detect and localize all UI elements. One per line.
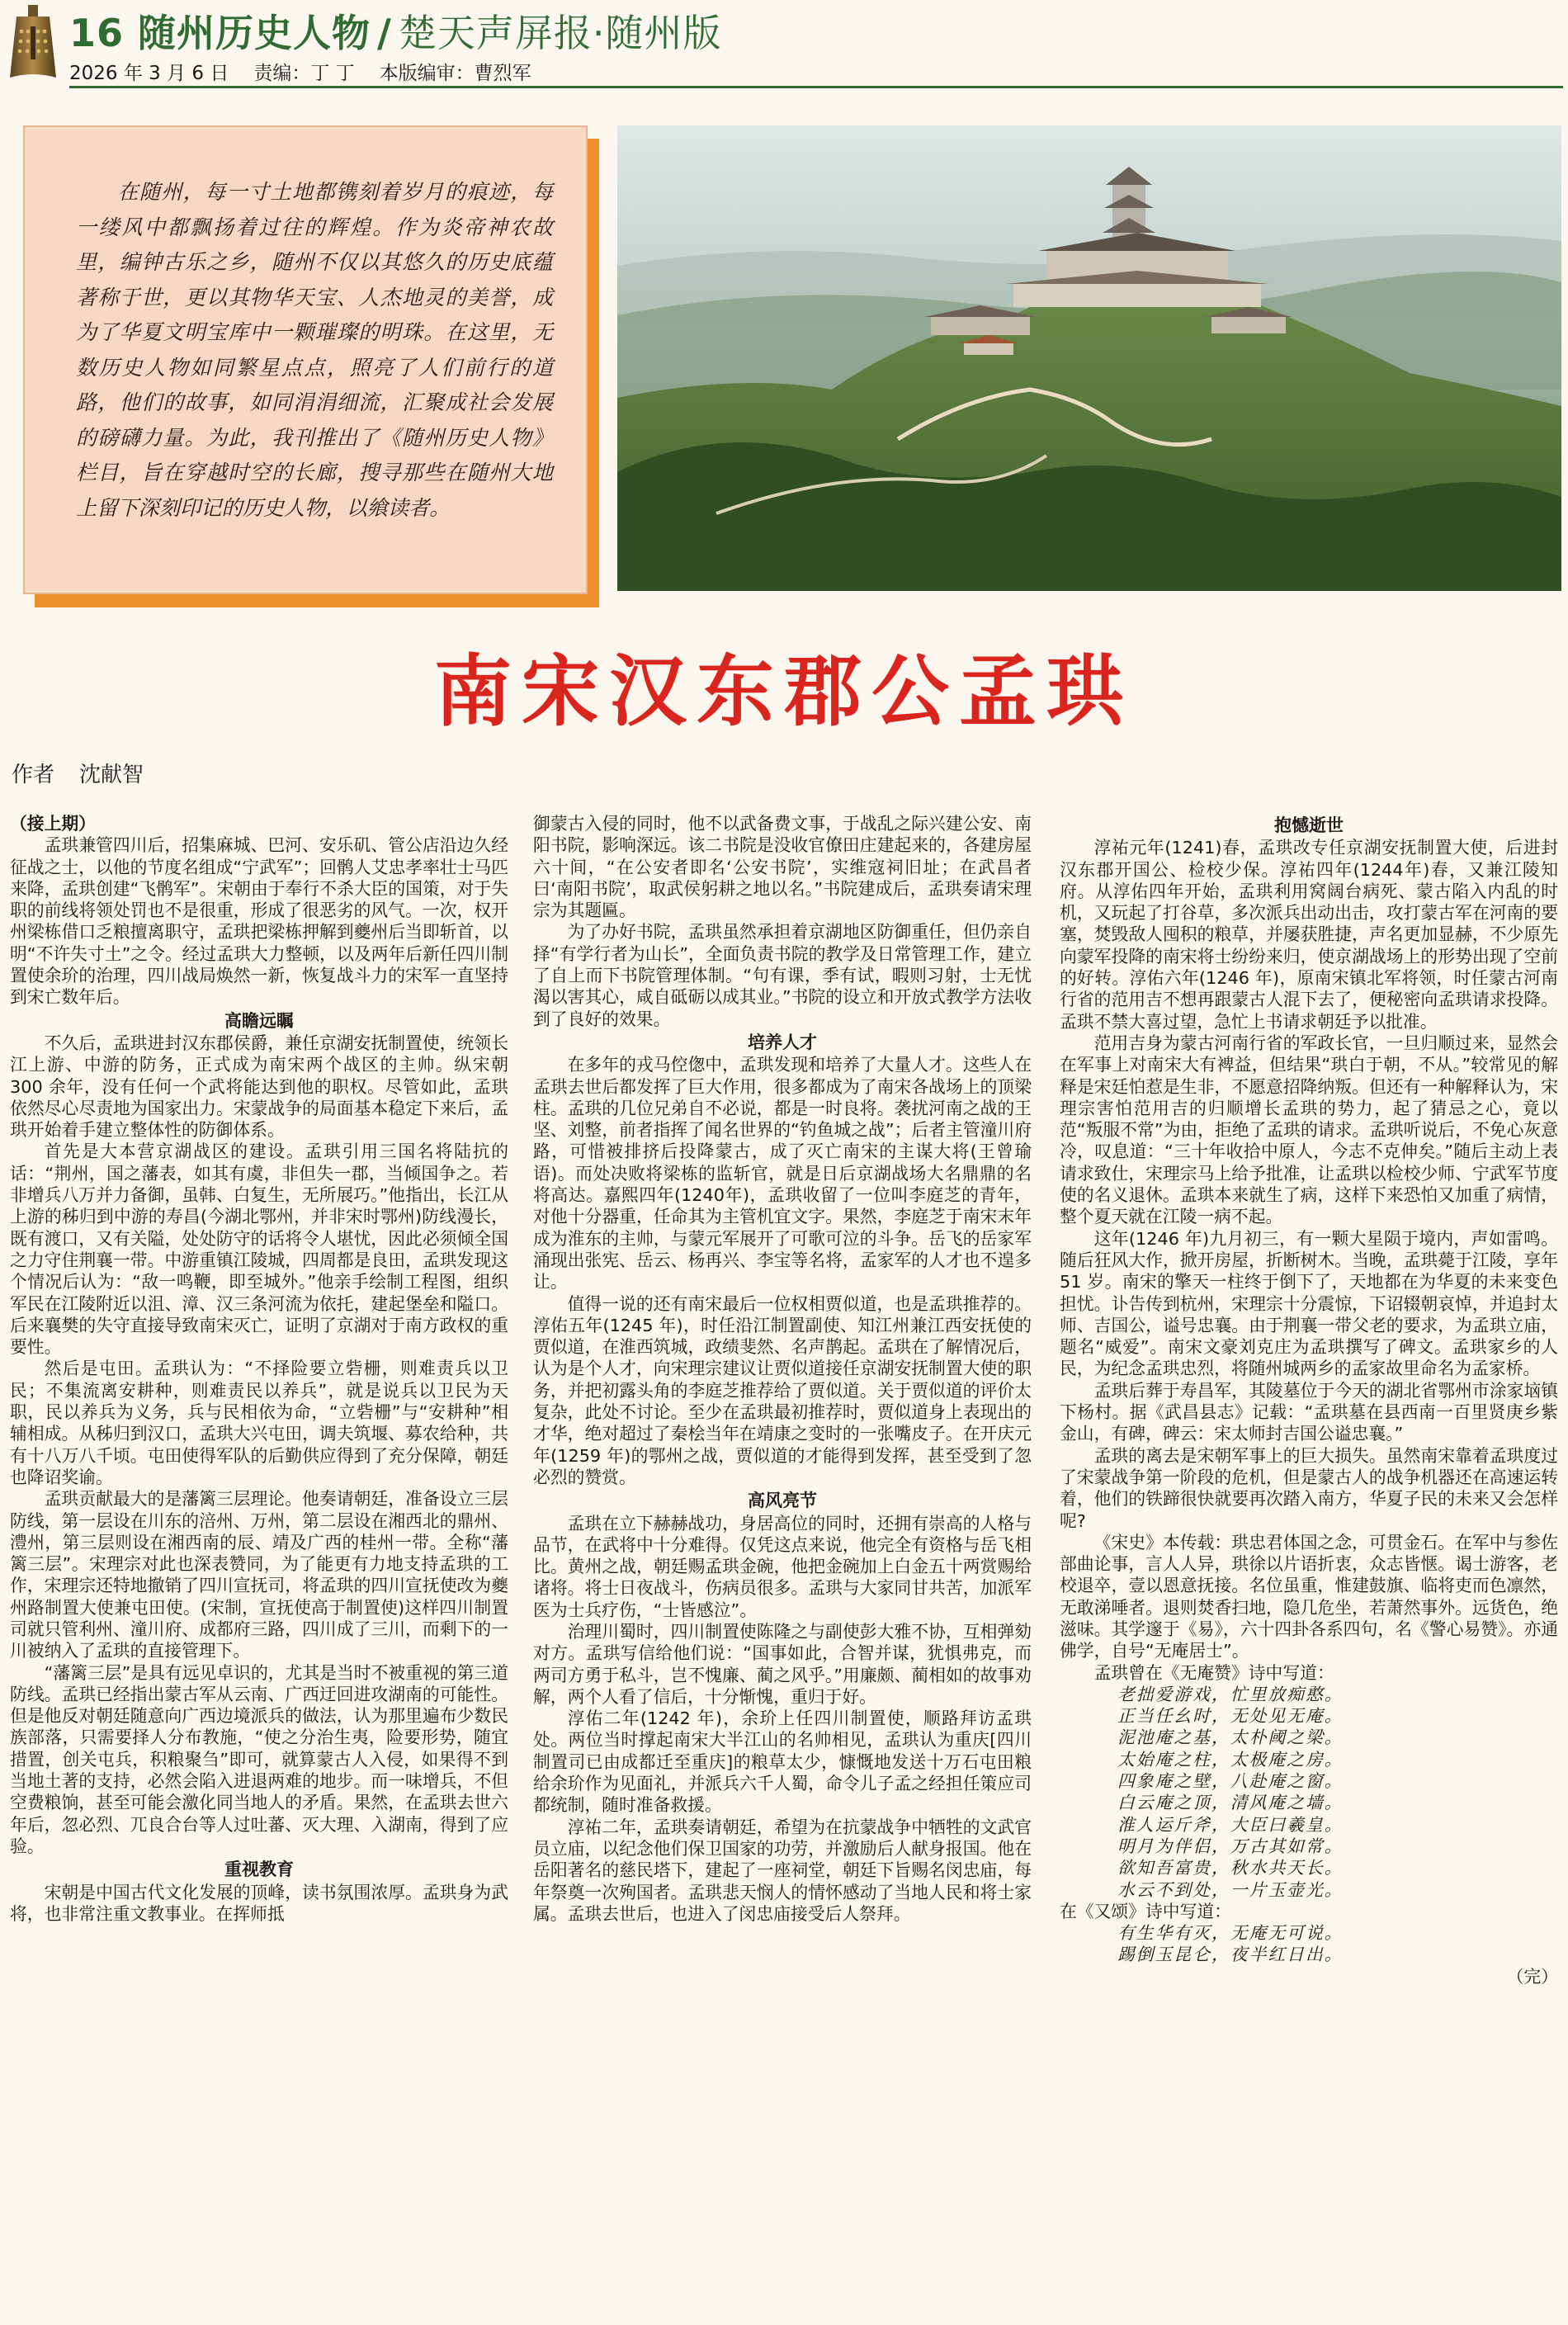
page-section-title: 16 随州历史人物: [69, 11, 371, 55]
header-meta: [69, 58, 556, 85]
paragraph: 在《又颂》诗中写道：: [1060, 1901, 1231, 1921]
end-mark: （完）: [1506, 1966, 1558, 1987]
paragraph: 孟珙的离去是宋朝军事上的巨大损失。虽然南宋靠着孟珙度过了宋蒙战争第一阶段的危机，但是蒙古人的战争机器还在高速运转着，他们的铁蹄很快就要再次踏入南方，华夏子民的未来又会怎样呢?: [1060, 1445, 1558, 1531]
paragraph: 首先是大本营京湖战区的建设。孟珙引用三国名将陆抗的话：“荆州，国之藩表，如其有虞，非但失一郡，当倾国争之。若非增兵八万并力备御，虽韩、白复生，无所展巧。”他指出，长江从上游的秭归到中游的寿昌(今湖北鄂州，并非宋时鄂州)防线漫长，既有渡口，又有关隘，处处防守的话将令人堪忧，因此必须倾全国之力守住荆襄一带。中游重镇江陵城，四周都是良田，孟珙发现这个情况后认为：“敌一鸣鞭，即至城外。”他亲手绘制工程图，组织军民在江陵附近以沮、漳、汉三条河流为依托，建起堡垒和隘口。后来襄樊的失守直接导致南宋灭亡，证明了京湖对于南方政权的重要性。: [10, 1141, 508, 1358]
paragraph: 御蒙古入侵的同时，他不以武备费文事，于战乱之际兴建公安、南阳书院，影响深远。该二书院是没收官僚田庄建起来的，各建房屋六十间，“在公安者即名‘公安书院’，实维寇祠旧址；在武昌者曰‘南阳书院’，取武侯躬耕之地以名。”书院建成后，孟珙奏请宋理宗为其题匾。: [533, 814, 1032, 921]
paragraph: 为了办好书院，孟珙虽然承担着京湖地区防御重任，但仍亲自择“有学行者为山长”，全面负责书院的教学及日常管理工作，建立了自上而下书院管理体制。“句有课，季有试，暇则习射，士无忧渴以害其心，咸自砥砺以成其业。”书院的设立和开放式教学方法收到了良好的效果。: [533, 922, 1032, 1029]
paragraph: 淳祐元年(1241)春，孟珙改专任京湖安抚制置大使，后进封汉东郡开国公、检校少保。淳祐四年(1244年)春，又兼江陵知府。从淳佑四年开始，孟珙利用窝阔台病死、蒙古陷入内乱的时机，又玩起了打谷草，多次派兵出动出击，攻打蒙古军在河南的要塞，焚毁敌人囤积的粮草，并屡获胜捷，声名更加显赫，不少原先向蒙军投降的南宋将士纷纷来归，使京湖战场上的形势出现了空前的好转。淳佑六年(1246 年)，原南宋镇北军将领，时任蒙古河南行省的范用吉不想再跟蒙古人混下去了，便秘密向孟珙请求投降。孟珙不禁大喜过望，急忙上书请求朝廷予以批准。: [1060, 838, 1558, 1032]
poem-you-song: [1060, 1922, 1558, 1966]
poem-line: 淮人运斤斧，大臣曰羲皇。: [1117, 1814, 1344, 1835]
poem-line: 正当任幺时，无处见无庵。: [1117, 1706, 1344, 1727]
issue-date: 2026 年 3 月 6 日: [69, 63, 229, 84]
author-name: 沈献智: [79, 763, 144, 787]
article-column-2: [533, 813, 1032, 2320]
article-headline: 南宋汉东郡公孟珙: [433, 646, 1134, 737]
byline: [12, 758, 144, 788]
paragraph: 值得一说的还有南宋最后一位权相贾似道，也是孟珙推荐的。淳佑五年(1245 年)，时任沿江制置副使、知江州兼江西安抚使的贾似道，在淮西筑城，政绩斐然、名声鹊起。孟珙在了解情况后，认为是个人才，向宋理宗建议让贾似道接任京湖安抚制置大使的职务，并把初露头角的李庭芝推荐给了贾似道。关于贾似道的评价太复杂，此处不讨论。至少在孟珙最初推荐时，贾似道身上表现出的才华，绝对超过了秦桧当年在靖康之变时的一张嘴皮子。在开庆元年(1259 年)的鄂州之战，贾似道的才能得到发挥，甚至受到了忽必烈的赞赏。: [533, 1293, 1032, 1487]
poem-line: 四象庵之壁，八赴庵之窗。: [1117, 1771, 1344, 1792]
poem-line: 泥池庵之基，太朴阈之梁。: [1117, 1727, 1344, 1748]
poem-line: 老拙爱游戏，忙里放痴憨。: [1117, 1684, 1344, 1704]
article-column-1: [10, 813, 508, 2320]
poem-line: 白云庵之顶，清风庵之墙。: [1117, 1793, 1344, 1813]
poem-line: 明月为伴侣，万古其如常。: [1117, 1836, 1344, 1856]
paragraph: 不久后，孟珙进封汉东郡侯爵，兼任京湖安抚制置使，统领长江上游、中游的防务，正式成为南宋两个战区的主帅。纵宋朝 300 余年，没有任何一个武将能达到他的职权。尽管如此，孟珙依然尽心尽责地为国家出力。宋蒙战争的局面基本稳定下来后，孟珙开始着手建立整体性的防御体系。: [10, 1033, 508, 1141]
paragraph: 在多年的戎马倥偬中，孟珙发现和培养了大量人才。这些人在孟珙去世后都发挥了巨大作用，很多都成为了南宋各战场上的顶梁柱。孟珙的几位兄弟自不必说，都是一时良将。袭扰河南之战的王坚、刘整，前者指挥了闻名世界的“钓鱼城之战”；后者主管潼川府路，可惜被排挤后投降蒙古，成了灭亡南宋的主谋大将(王曾瑜语)。而处决败将梁栋的监斩官，就是日后京湖战场大名鼎鼎的名将高达。嘉熙四年(1240年)，孟珙收留了一位叫李庭芝的青年，对他十分器重，任命其为主管机宜文字。果然，李庭芝于南宋末年成为淮东的主帅，与蒙元军展开了可歌可泣的斗争。岳飞的岳家军涌现出张宪、岳云、杨再兴、李宝等名将，孟家军的人才也不遑多让。: [533, 1055, 1032, 1292]
section-heading: 培养人才: [748, 1032, 817, 1052]
paragraph: 孟珙兼管四川后，招集麻城、巴河、安乐矶、管公店沿边久经征战之士，以他的节度名组成“宁武军”；回鹘人艾忠孝率壮士马匹来降，孟珙创建“飞鹘军”。宋朝由于奉行不杀大臣的国策，对于失职的前线将领处罚也不是很重，形成了很恶劣的风气。一次，权开州梁栋借口乏粮擅离职守，孟珙把梁栋押解到夔州后当即斩首，以明“不许失寸土”之令。经过孟珙大力整顿，以及两年后新任四川制置使余玠的治理，四川战局焕然一新，恢复战斗力的宋军一直坚持到宋亡数年后。: [10, 835, 508, 1008]
paragraph: 孟珙贡献最大的是藩篱三层理论。他奏请朝廷，准备设立三层防线，第一层设在川东的涪州、万州，第二层设在湘西北的鼎州、澧州，第三层则设在湘西南的辰、靖及广西的桂州一带。全称“藩篱三层”。宋理宗对此也深表赞同，为了能更有力地支持孟珙的工作，宋理宗还特地撤销了四川宣抚司，将孟珙的四川宣抚使改为夔州路制置大使兼屯田使。(宋制，宣抚使高于制置使)这样四川制置司就只管利州、潼川府、成都府三路，四川成了三川，而剩下的一川被纳入了孟珙的直接管理下。: [10, 1489, 508, 1661]
author-label: 作者: [12, 763, 55, 787]
paragraph: 范用吉身为蒙古河南行省的军政长官，一旦归顺过来，显然会在军事上对南宋大有裨益，但结果“珙白于朝，不从。”较常见的解释是宋廷怕惹是生非，不愿意招降纳叛。但还有一种解释认为，宋理宗害怕范用吉的归顺增长孟珙的势力，起了猜忌之心，竟以范“叛服不常”为由，拒绝了孟珙的请求。孟珙听说后，不免心灰意冷，叹息道：“三十年收拾中原人，今志不克伸矣。”随后主动上表请求致仕，宋理宗马上给予批准，让孟珙以检校少师、宁武军节度使的名义退休。孟珙本来就生了病，这样下来恐怕又加重了病情，整个夏天就在江陵一病不起。: [1060, 1033, 1558, 1227]
page-header-title: [69, 3, 721, 58]
poem-line: 水云不到处，一片玉壶光。: [1117, 1879, 1344, 1900]
paragraph: 宋朝是中国古代文化发展的顶峰，读书氛围浓厚。孟珙身为武将，也非常注重文教事业。在挥师抵: [10, 1882, 508, 1924]
layout-editor-credit: 本版编审：曹烈军: [379, 63, 531, 84]
poem-wuan-zan: [1060, 1684, 1558, 1901]
bianzhong-bell-logo-icon: [5, 3, 61, 83]
article-column-3: [1060, 813, 1558, 2320]
paragraph: 然后是屯田。孟珙认为：“不择险要立砦栅，则难责兵以卫民；不集流离安耕种，则难责民以养兵”，就是说兵以卫民为天职，民以养兵为义务，兵与民相依为命，“立砦栅”与“安耕种”相辅相成。从秭归到汉口，孟珙大兴屯田，调夫筑堰、募农给种，共有十八万八千顷。屯田使得军队的后勤供应得到了充分保障，朝廷也降诏奖谕。: [10, 1359, 508, 1487]
newspaper-brand: 楚天声屏报·随州版: [398, 11, 722, 55]
paragraph: 这年(1246 年)九月初三，有一颗大星陨于境内，声如雷鸣。随后狂风大作，掀开房屋，折断树木。当晚，孟珙薨于江陵，享年 51 岁。南宋的擎天一柱终于倒下了，天地都在为华夏的未来变色担忧。讣告传到杭州，宋理宗十分震惊，下诏辍朝哀悼，并追封太师、吉国公，谥号忠襄。由于荆襄一带父老的要求，为孟珙立庙，题名“威爱”。南宋文豪刘克庄为孟珙撰写了碑文。孟珙家乡的人民，为纪念孟珙忠烈，将随州城两乡的孟家故里命名为孟家桥。: [1060, 1228, 1558, 1379]
continued-label: （接上期）: [10, 814, 96, 834]
paragraph: 孟珙在立下赫赫战功，身居高位的同时，还拥有崇高的人格与品节，在武将中十分难得。仅凭这点来说，他完全有资格与岳飞相比。黄州之战，朝廷赐孟珙金碗，他把金碗加上白金五十两赏赐给诸将。将士日夜战斗，伤病员很多。孟珙与大家同甘共苦，加派军医为士兵疗伤，“士皆感泣”。: [533, 1513, 1032, 1620]
poem-line: 太始庵之柱，太极庵之房。: [1117, 1749, 1344, 1770]
paragraph: 《宋史》本传载：珙忠君体国之念，可贯金石。在军中与参佐部曲论事，言人人异，珙徐以片语折衷，众志皆惬。谒士游客，老校退卒，壹以恩意抚接。名位虽重，惟建鼓旗、临将吏而色凛然，无敢涕唾者。退则焚香扫地，隐几危坐，若萧然事外。远货色，绝滋味。其学邃于《易》，六十四卦各系四句，名《警心易赞》。亦通佛学，自号“无庵居士”。: [1060, 1532, 1558, 1661]
title-separator: /: [377, 11, 392, 55]
intro-text: 在随州，每一寸土地都镌刻着岁月的痕迹，每一缕风中都飘扬着过往的辉煌。作为炎帝神农故里，编钟古乐之乡，随州不仅以其悠久的历史底蕴著称于世，更以其物华天宝、人杰地灵的美誉，成为了华夏文明宝库中一颗璀璨的明珠。在这里，无数历史人物如同繁星点点，照亮了人们前行的道路，他们的故事，如同涓涓细流，汇聚成社会发展的磅礴力量。为此，我刊推出了《随州历史人物》栏目，旨在穿越时空的长廊，搜寻那些在随州大地上留下深刻印记的历史人物，以飨读者。: [76, 180, 553, 520]
paragraph: 治理川蜀时，四川制置使陈隆之与副使彭大雅不协，互相弹劾对方。孟珙写信给他们说：“国事如此，合智并谋，犹惧弗克，而两司方勇于私斗，岂不愧廉、蔺之风乎。”用廉颇、蔺相如的故事劝解，两个人看了信后，十分惭愧，重归于好。: [533, 1621, 1032, 1707]
section-heading: 抱憾逝世: [1274, 815, 1344, 835]
header-rule: [69, 86, 1563, 88]
poem-line: 欲知吾富贵，秋水共天长。: [1117, 1858, 1344, 1878]
mountain-temple-photo: [617, 125, 1561, 591]
paragraph: “藩篱三层”是具有远见卓识的，尤其是当时不被重视的第三道防线。孟珙已经指出蒙古军从云南、广西迂回进攻湖南的可能性。但是他反对朝廷随意向广西边境派兵的做法，认为那里遍布少数民族部落，只需要择人分布教施，“使之分治生夷，险要形势，随宜措置，创关屯兵，积粮聚刍”即可，就算蒙古人入侵，如果得不到当地土著的支持，必然会陷入进退两难的地步。而一味增兵，不但空费粮饷，甚至可能会激化同当地人的矛盾。果然，在孟珙去世六年后，忽必烈、兀良合台等人过吐蕃、灭大理、入湖南，得到了应验。: [10, 1662, 508, 1856]
section-heading: 高风亮节: [748, 1491, 817, 1511]
paragraph: 孟珙后葬于寿昌军，其陵墓位于今天的湖北省鄂州市涂家垴镇下杨村。据《武昌县志》记载：“孟珙墓在县西南一百里贤庚乡紫金山，有碑，碑云：宋太师封吉国公谥忠襄。”: [1060, 1380, 1558, 1444]
intro-box: [23, 125, 588, 594]
editor-credit: 责编：丁 丁: [253, 63, 355, 84]
poem-line: 有生华有灭，无庵无可说。: [1117, 1923, 1344, 1944]
paragraph: 淳祐二年，孟珙奏请朝廷，希望为在抗蒙战争中牺牲的文武官员立庙，以纪念他们保卫国家的功劳，并激励后人献身报国。他在岳阳著名的慈民塔下，建起了一座祠堂，朝廷下旨赐名闵忠庙，每年祭奠一次殉国者。孟珙悲天悯人的情怀感动了当地人民和将士家属。孟珙去世后，也进入了闵忠庙接受后人祭拜。: [533, 1817, 1032, 1924]
section-heading: 高瞻远瞩: [224, 1010, 294, 1031]
paragraph: 孟珙曾在《无庵赞》诗中写道：: [1093, 1662, 1334, 1683]
paragraph: 淳佑二年(1242 年)，余玠上任四川制置使，顺路拜访孟珙处。两位当时撑起南宋大半江山的名帅相见，孟珙认为重庆[四川制置司已由成都迁至重庆]的粮草太少，慷慨地发送十万石屯田粮给余玠作为见面礼，并派兵六千人蜀，命令儿子孟之经担任策应司都统制，随时准备救援。: [533, 1708, 1032, 1816]
poem-line: 踢倒玉昆仑，夜半红日出。: [1117, 1945, 1344, 1965]
section-heading: 重视教育: [224, 1860, 294, 1880]
